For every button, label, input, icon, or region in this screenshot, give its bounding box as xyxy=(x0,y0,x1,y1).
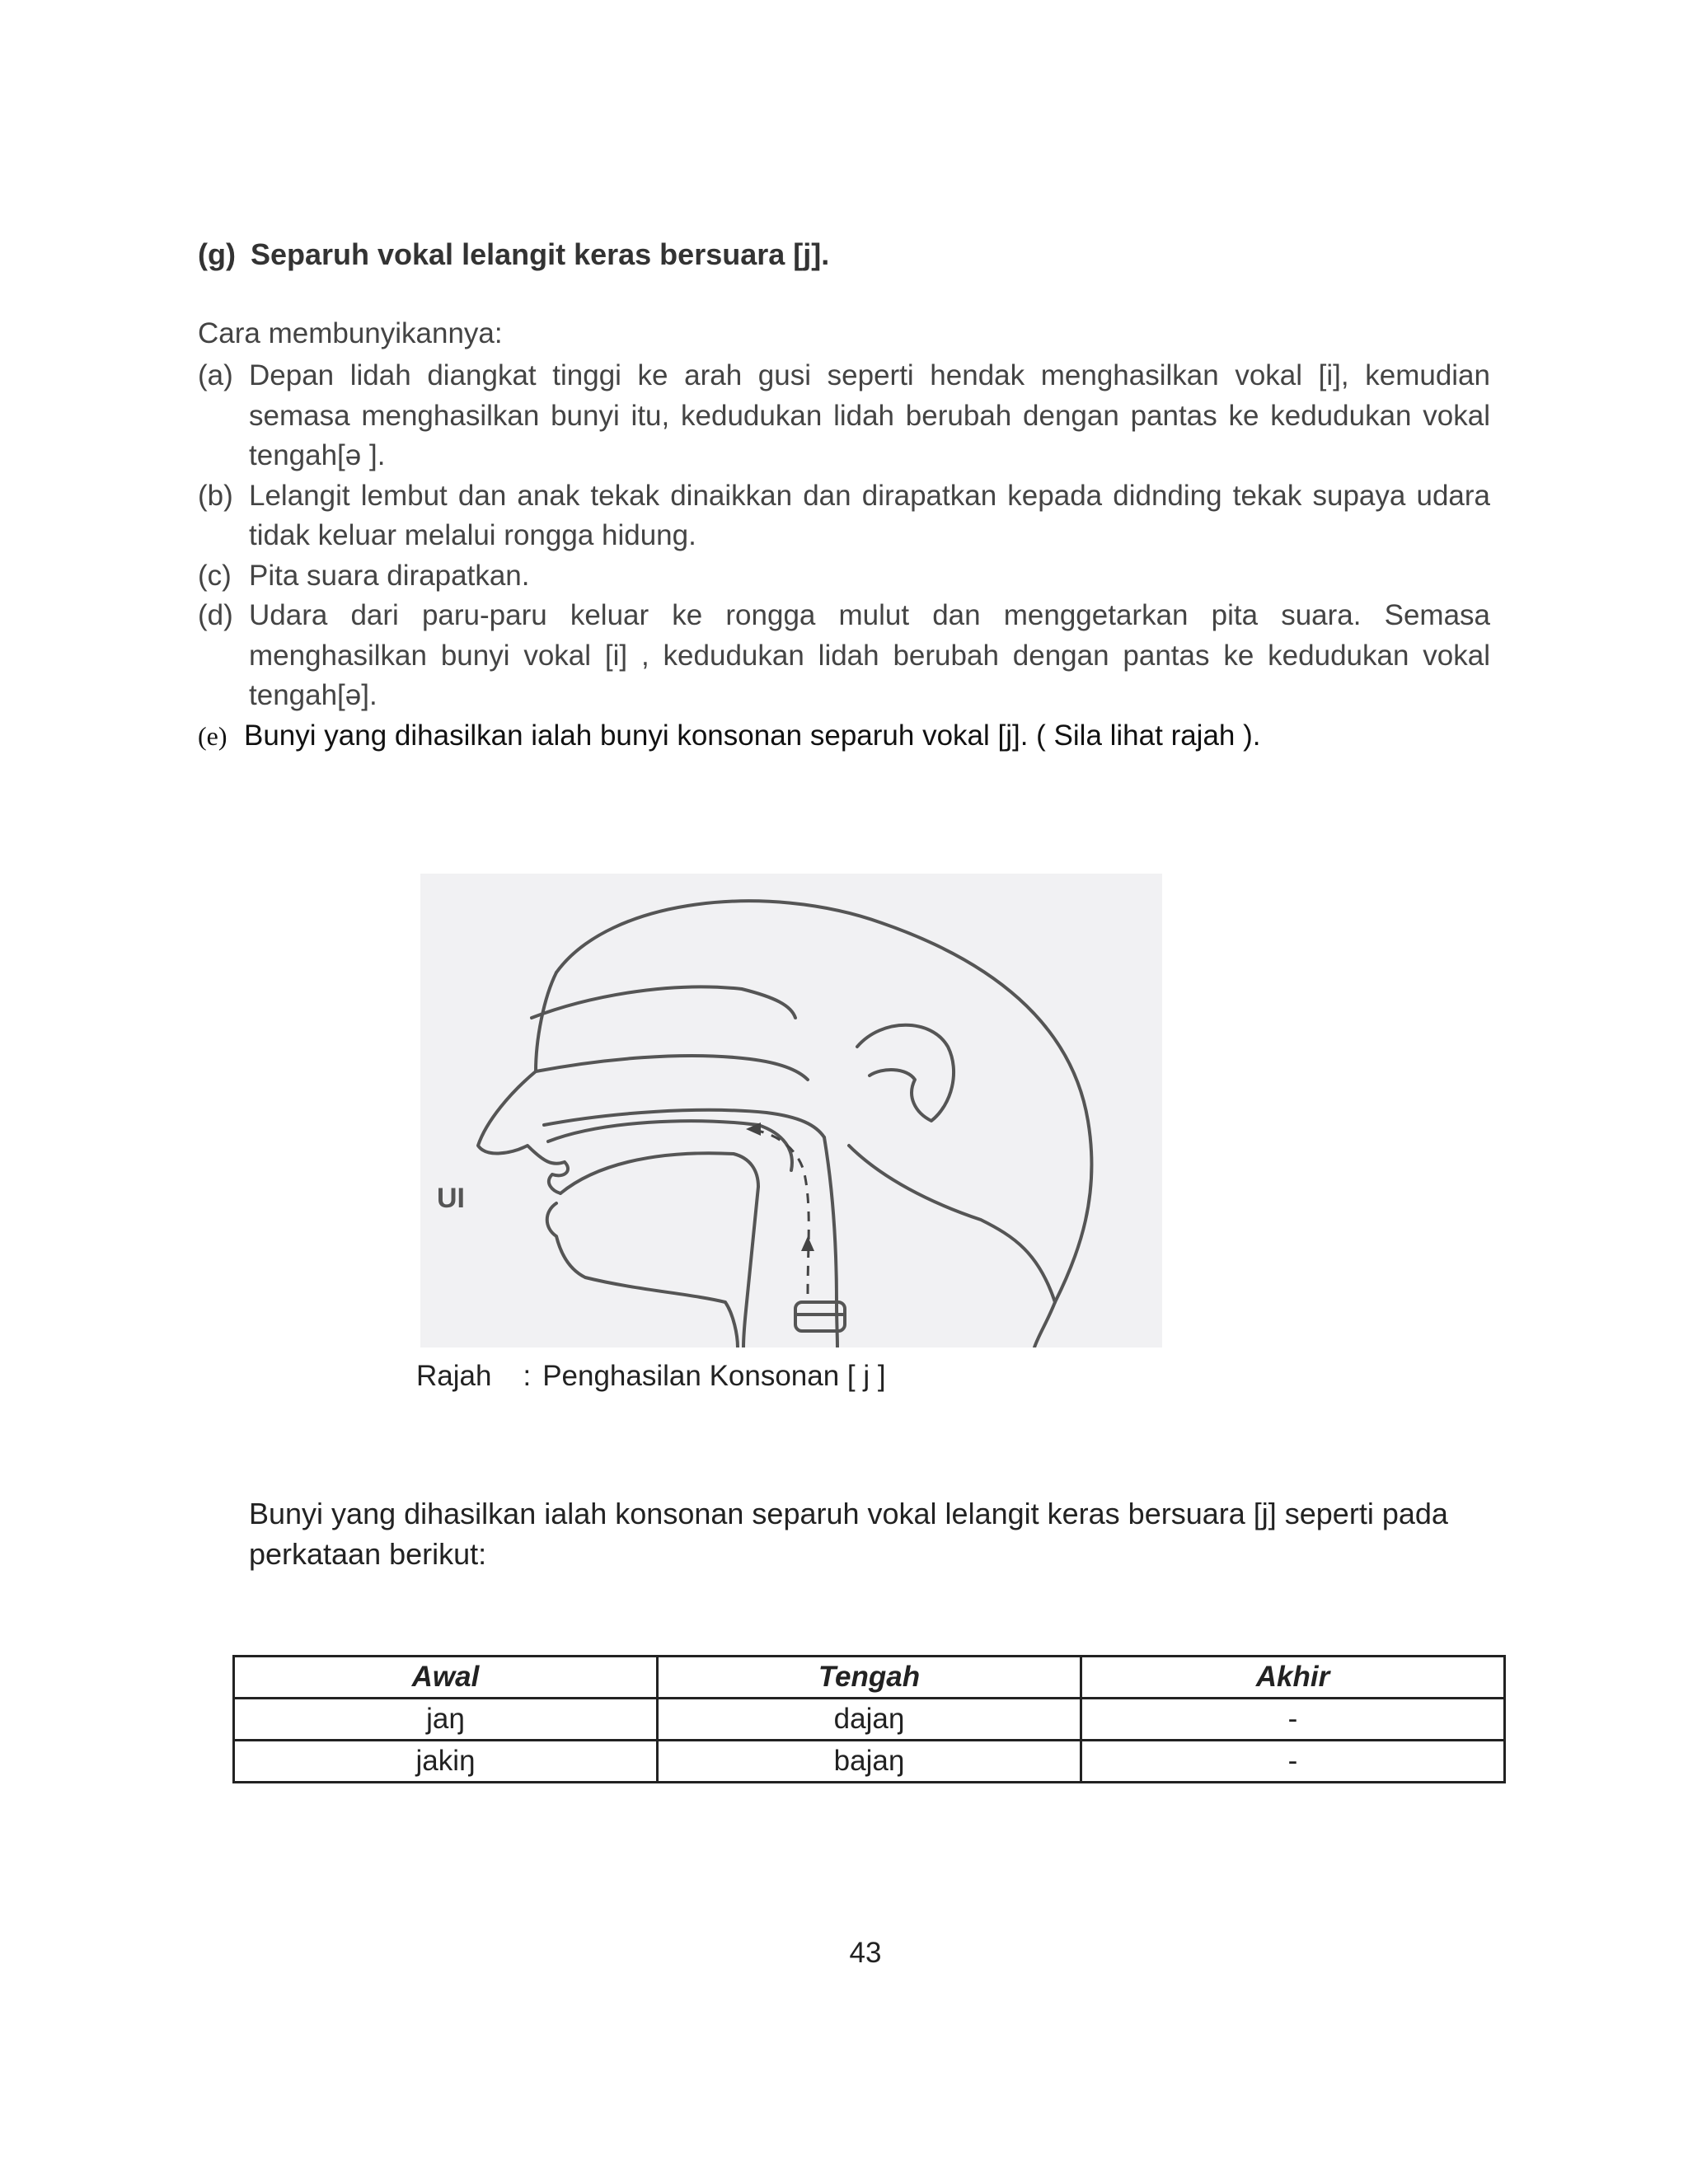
step-text: Pita suara dirapatkan. xyxy=(249,559,530,592)
section-heading xyxy=(198,237,829,272)
table-cell: - xyxy=(1081,1699,1505,1741)
head-cross-section-figure xyxy=(420,874,1162,1347)
hard-palate xyxy=(548,1121,758,1141)
nasal-cavity-upper xyxy=(532,987,795,1018)
table-header-row xyxy=(234,1657,1505,1699)
pharynx-front xyxy=(743,1187,758,1347)
header-awal: Awal xyxy=(234,1657,658,1699)
table-cell: jaŋ xyxy=(234,1699,658,1741)
figure-label: UI xyxy=(437,1183,465,1214)
airflow-arrow-up xyxy=(801,1236,814,1251)
step-text: Depan lidah diangkat tinggi ke arah gusi seperti hendak menghasilkan vokal [i], kemudian semasa menghasilkan bunyi itu, kedudukan lidah berubah dengan pantas ke kedudukan vokal tengah[ə ]. xyxy=(249,359,1490,471)
table-cell: - xyxy=(1081,1741,1505,1783)
intro-text: Cara membunyikannya: xyxy=(198,317,503,349)
step-text: Udara dari paru-paru keluar ke rongga mulut dan menggetarkan pita suara. Semasa menghasilkan bunyi vokal [i] , kedudukan lidah berubah dengan pantas ke kedudukan vokal tengah[ə]. xyxy=(249,599,1490,711)
header-akhir: Akhir xyxy=(1081,1657,1505,1699)
step-label: (b) xyxy=(198,479,233,512)
airflow-path xyxy=(750,1129,809,1294)
step-a xyxy=(198,356,1490,476)
tongue-surface xyxy=(560,1153,758,1193)
neck-back xyxy=(849,1146,1055,1302)
caption-text: Penghasilan Konsonan [ j ] xyxy=(542,1360,886,1392)
step-c xyxy=(198,556,1490,597)
nasal-cavity-middle xyxy=(536,1056,808,1080)
step-label: (c) xyxy=(198,559,232,592)
step-d xyxy=(198,596,1490,716)
step-label: (e) xyxy=(198,720,227,751)
step-text: Lelangit lembut dan anak tekak dinaikkan dan dirapatkan kepada didnding tekak supaya udara tidak keluar melalui rongga hidung. xyxy=(249,479,1490,551)
ear xyxy=(857,1025,954,1121)
table-cell: dajaŋ xyxy=(658,1699,1081,1741)
step-b xyxy=(198,476,1490,556)
page-number: 43 xyxy=(849,1937,882,1969)
head-cross-section-drawing xyxy=(420,874,1162,1347)
table-row xyxy=(234,1699,1505,1741)
table-row xyxy=(234,1741,1505,1783)
lower-lip-chin xyxy=(547,1203,738,1347)
figure-caption xyxy=(416,1360,886,1393)
steps-list xyxy=(198,356,1490,756)
step-label: (a) xyxy=(198,359,233,391)
body-paragraph: Bunyi yang dihasilkan ialah konsonan separuh vokal lelangit keras bersuara [j] seperti pada perkataan berikut: xyxy=(249,1497,1448,1571)
section-heading-label: (g) xyxy=(198,237,236,271)
table-cell: bajaŋ xyxy=(658,1741,1081,1783)
section-heading-text: Separuh vokal lelangit keras bersuara [j]. xyxy=(250,237,830,271)
header-tengah: Tengah xyxy=(658,1657,1081,1699)
nasal-cavity-lower xyxy=(544,1110,824,1137)
step-label: (d) xyxy=(198,599,233,631)
table-cell: jakiŋ xyxy=(234,1741,658,1783)
caption-label: Rajah xyxy=(416,1360,492,1392)
caption-separator: : xyxy=(523,1360,532,1392)
step-text: Bunyi yang dihasilkan ialah bunyi konsonan separuh vokal [j]. ( Sila lihat rajah ). xyxy=(244,719,1261,752)
word-examples-table xyxy=(232,1655,1506,1783)
step-e xyxy=(198,716,1490,757)
